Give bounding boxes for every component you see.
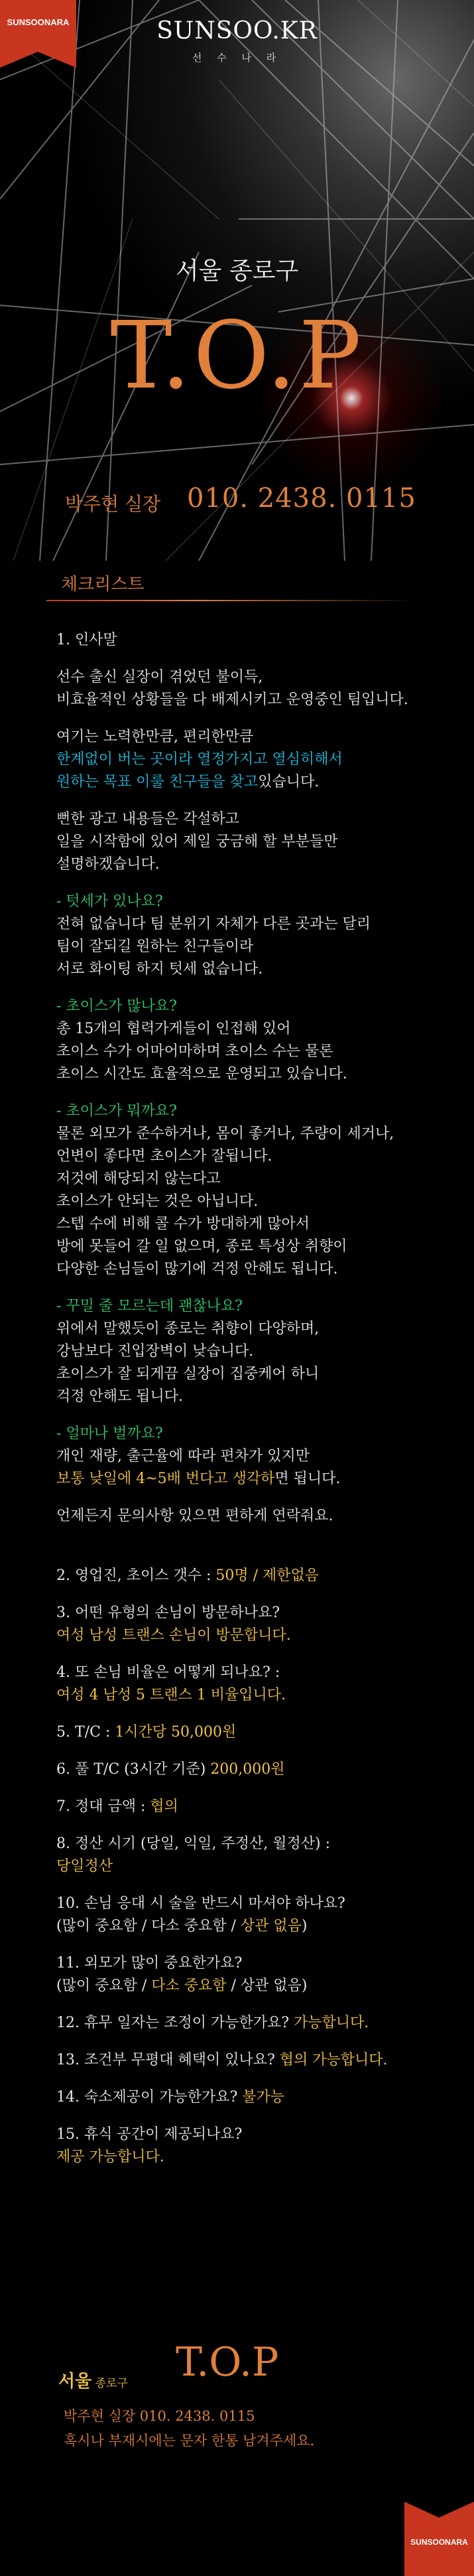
answer-line: 강남보다 진입장벽이 낮습니다. (56, 1343, 254, 1360)
question-text: - 얼마나 벌까요? (56, 1425, 163, 1442)
answer-line: 스텝 수에 비해 콜 수가 방대하게 많아서 (56, 1216, 310, 1232)
question-text: 6. 풀 T/C (3시간 기준) (56, 1761, 211, 1778)
answer-text: 1시간당 50,000원 (115, 1724, 237, 1741)
explain-paragraph (56, 808, 454, 876)
ribbon-label: SUNSOONARA (410, 2538, 468, 2547)
answer-text: 협의 가능합니다. (279, 2052, 388, 2068)
text-line: 있습니다. (258, 774, 320, 790)
question-text: 14. 숙소제공이 가능한가요? (56, 2089, 243, 2106)
question-text: - 초이스가 많나요? (56, 998, 177, 1015)
question-text: 5. T/C : (56, 1724, 115, 1741)
hero-region: 서울 종로구 (175, 257, 299, 285)
faq-q10 (56, 1893, 454, 1938)
text-line: 일을 시작함에 있어 제일 궁금해 할 부분들만 (56, 833, 338, 850)
question-text: - 꾸밀 줄 모르는데 괜찮나요? (56, 1298, 243, 1315)
highlight-text: 원하는 목표 이룰 친구들을 찾고 (56, 774, 259, 790)
faq-item (56, 1423, 454, 1490)
answer-line: 초이스 수가 어마어마하며 초이스 수는 물론 (56, 1043, 333, 1060)
faq-q2 (56, 1565, 454, 1587)
question-text: 3. 어떤 유형의 손님이 방문하나요? (56, 1605, 280, 1621)
faq-item (56, 995, 454, 1086)
answer-text: 50명 / 제한없음 (215, 1567, 320, 1584)
faq-q6 (56, 1758, 454, 1781)
faq-q12 (56, 2012, 454, 2035)
answer-text: 당일정산 (56, 1858, 113, 1875)
answer-line: 초이스가 잘 되게끔 실장이 집중케어 하니 (56, 1366, 320, 1382)
question-text: 8. 정산 시기 (당일, 익일, 주정산, 월정산) : (56, 1835, 331, 1852)
answer-text: 여성 4 남성 5 트랜스 1 비율입니다. (56, 1687, 286, 1703)
answer-line: 팀이 잘되길 원하는 친구들이라 (56, 938, 254, 955)
answer-text: 200,000원 (210, 1761, 285, 1778)
faq-q3 (56, 1602, 454, 1647)
footer-contact[interactable]: 박주현 실장 010. 2438. 0115 (64, 2408, 255, 2424)
question-text: 11. 외모가 많이 중요한가요? (56, 1955, 243, 1971)
question-text: 2. 영업진, 초이스 갯수 : (56, 1567, 216, 1584)
checklist-divider (46, 600, 418, 601)
faq-item (56, 891, 454, 981)
options-text: (많이 중요함 / (56, 1977, 152, 1994)
answer-line: 서로 화이팅 하지 텃세 없습니다. (56, 961, 263, 977)
footer-note: 혹시나 부재시에는 문자 한통 남겨주세요. (64, 2433, 315, 2449)
closing-text: 언제든지 문의사항 있으면 편하게 연락줘요. (56, 1508, 333, 1524)
question-text: - 텃세가 있나요? (56, 893, 163, 910)
question-text: 13. 조건부 무평대 혜택이 있나요? (56, 2052, 280, 2068)
answer-line: 전혀 없습니다 팀 분위기 자체가 다른 곳과는 달리 (56, 916, 371, 932)
options-text: (많이 중요함 / 다소 중요함 / (56, 1918, 241, 1934)
contact-phone[interactable]: 010. 2438. 0115 (187, 483, 416, 514)
checklist-heading: 체크리스트 (61, 575, 145, 595)
text-line: 뻔한 광고 내용들은 각설하고 (56, 811, 240, 827)
faq-q13 (56, 2049, 454, 2072)
answer-line: 저것에 해당되지 않는다고 (56, 1171, 221, 1187)
options-text: ) (301, 1918, 308, 1934)
intro-paragraph (56, 666, 454, 711)
answer-line: 면 됩니다. (274, 1470, 341, 1487)
main-content (56, 629, 454, 2183)
question-text: 4. 또 손님 비율은 어떻게 되나요? : (56, 1664, 280, 1681)
answer-line: 물론 외모가 준수하거나, 몸이 좋거나, 주량이 세거나, (56, 1125, 394, 1142)
faq-q8 (56, 1833, 454, 1878)
answer-text: 가능합니다. (294, 2015, 369, 2031)
faq-q11 (56, 1952, 454, 1997)
faq-q14 (56, 2086, 454, 2109)
effort-paragraph (56, 726, 454, 794)
hero-title: T.O.P (110, 302, 364, 410)
question-text: 7. 정대 금액 : (56, 1798, 150, 1815)
contact-name: 박주현 실장 (65, 493, 161, 515)
hero-banner (0, 0, 474, 561)
question-text: - 초이스가 뭐까요? (56, 1103, 177, 1119)
answer-line: 개인 재량, 출근율에 따라 편차가 있지만 (56, 1448, 310, 1465)
text-line: 비효율적인 상황들을 다 배제시키고 운영중인 팀입니다. (56, 691, 408, 708)
footer-region (58, 2368, 128, 2392)
answer-text: 상관 없음 (240, 1918, 302, 1934)
answer-text: 다소 중요함 (151, 1977, 227, 1994)
section-heading: 1. 인사말 (56, 632, 117, 648)
text-line: 설명하겠습니다. (56, 856, 160, 873)
footer-region-district: 종로구 (91, 2377, 128, 2390)
faq-item (56, 1100, 454, 1281)
faq-item (56, 1295, 454, 1408)
answer-line: 방에 못들어 갈 일 없으며, 종로 특성상 취향이 (56, 1238, 347, 1255)
answer-text: 협의 (150, 1798, 178, 1815)
answer-line: 걱정 안해도 됩니다. (56, 1388, 183, 1405)
answer-text: 불가능 (242, 2089, 285, 2106)
faq-q7 (56, 1796, 454, 1818)
highlight-text: 보통 낮일에 4~5배 번다고 생각하 (56, 1470, 275, 1487)
footer-title: T.O.P (176, 2339, 279, 2386)
ribbon-label: SUNSOONARA (7, 17, 70, 27)
sunsoonara-ribbon-bottom[interactable] (404, 2518, 474, 2576)
faq-q5 (56, 1721, 454, 1744)
brand-subtitle: 선 수 나 라 (192, 52, 282, 64)
answer-line: 언변이 좋다면 초이스가 잘됩니다. (56, 1148, 272, 1165)
question-text: 10. 손님 응대 시 술을 반드시 마셔야 하나요? (56, 1895, 345, 1912)
answer-line: 다양한 손님들이 많기에 걱정 안해도 됩니다. (56, 1261, 338, 1277)
answer-text: 제공 가능합니다. (56, 2149, 164, 2165)
answer-line: 초이스가 안되는 것은 아닙니다. (56, 1193, 259, 1210)
faq-q4 (56, 1662, 454, 1707)
highlight-text: 한계없이 버는 곳이라 열정가지고 열심히해서 (56, 751, 343, 768)
question-text: 15. 휴식 공간이 제공되나요? (56, 2126, 243, 2143)
question-text: 12. 휴무 일자는 조정이 가능한가요? (56, 2015, 294, 2031)
brand-logo[interactable]: SUNSOO.KR (156, 17, 318, 44)
faq-q15 (56, 2123, 454, 2169)
answer-text: 여성 남성 트랜스 손님이 방문합니다. (56, 1627, 291, 1644)
answer-line: 초이스 시간도 효율적으로 운영되고 있습니다. (56, 1066, 347, 1082)
answer-line: 위에서 말했듯이 종로는 취향이 다양하며, (56, 1321, 320, 1337)
answer-line: 총 15개의 협력가게들이 인접해 있어 (56, 1021, 291, 1037)
options-text: / 상관 없음) (226, 1977, 308, 1994)
text-line: 여기는 노력한만큼, 편리한만큼 (56, 729, 254, 745)
footer-region-city: 서울 (58, 2372, 92, 2392)
text-line: 선수 출신 실장이 겪었던 불이득, (56, 669, 263, 685)
